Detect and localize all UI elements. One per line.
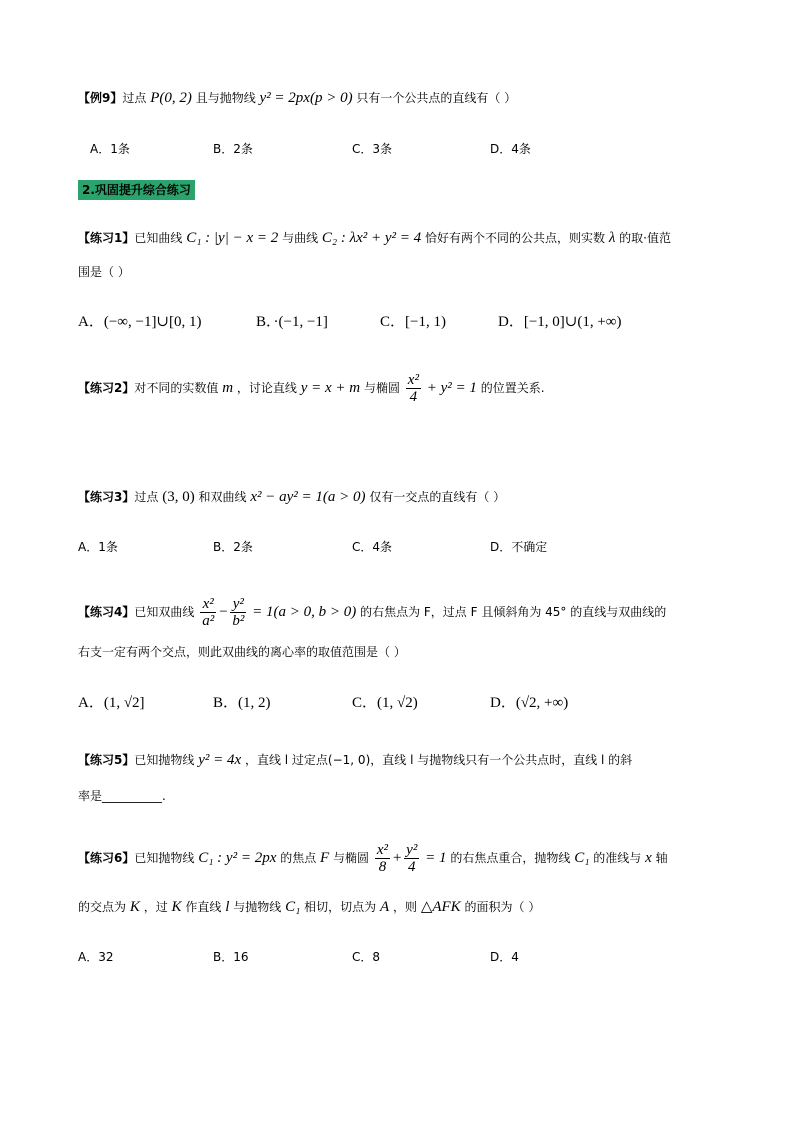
- question-tag: 【例9】: [78, 91, 123, 105]
- practice-3-question: [78, 487, 505, 507]
- text: 仅有一交点的直线有（ ）: [369, 490, 506, 504]
- text: 的右焦点为 F，过点 F 且倾斜角为 45° 的直线与双曲线的: [360, 605, 667, 619]
- numerator: x²: [376, 842, 389, 858]
- math-lambda: λ: [608, 230, 616, 246]
- choice-c: C．(1, √2): [352, 695, 418, 711]
- question-tag: 【练习6】: [78, 851, 135, 865]
- text: 相切，切点为: [304, 900, 377, 914]
- text: 的位置关系.: [480, 381, 545, 395]
- text: 只有一个公共点的直线有（ ）: [356, 91, 517, 105]
- choice-d: D．不确定: [490, 540, 548, 554]
- text: 的焦点: [280, 851, 317, 865]
- text: 已知双曲线: [134, 605, 195, 619]
- denominator: 8: [378, 859, 387, 875]
- choice-b: B．16: [213, 950, 249, 964]
- denominator: b²: [232, 613, 245, 629]
- text: 轴: [655, 851, 668, 865]
- text: 与椭圆: [333, 851, 370, 865]
- operator: +: [392, 850, 403, 866]
- text: 恰好有两个不同的公共点，则实数: [425, 231, 606, 245]
- math-c1: C₁: [574, 850, 590, 866]
- numerator: x²: [407, 372, 419, 388]
- text: ，则: [392, 900, 417, 914]
- math-m: m: [222, 380, 234, 396]
- text: 已知曲线: [134, 231, 183, 245]
- text: 的右焦点重合，抛物线: [450, 851, 571, 865]
- practice-5-question: [78, 750, 632, 770]
- choice-d: D．(√2, +∞): [490, 695, 569, 711]
- text: ，直线 l 过定点(−1, 0)，直线 l 与抛物线只有一个公共点时，直线 l 的斜: [244, 753, 633, 767]
- text: 和双曲线: [198, 490, 247, 504]
- numerator: y²: [406, 842, 418, 858]
- practice-2-question: [78, 372, 545, 405]
- text: 的交点为: [78, 900, 127, 914]
- practice-6-question-cont: [78, 897, 540, 917]
- denominator: a²: [202, 613, 215, 629]
- math-x: x: [645, 850, 652, 866]
- numerator: y²: [230, 596, 246, 613]
- text: 与椭圆: [363, 381, 400, 395]
- fraction: [200, 596, 216, 629]
- math-ellipse: = 1: [425, 850, 447, 866]
- math-parabola: C₁ : y² = 2px: [198, 850, 277, 866]
- choice-c: C．4条: [352, 540, 393, 554]
- practice-6-question: [78, 842, 668, 875]
- practice-4-question-cont: 右支一定有两个交点，则此双曲线的离心率的取值范围是（ ）: [78, 645, 406, 659]
- choice-b: B．2条: [213, 142, 253, 156]
- choice-b: B．·(−1, −1]: [256, 314, 328, 330]
- denominator: 4: [407, 859, 416, 875]
- fraction: [375, 842, 390, 875]
- practice-5-question-cont: 率是__________.: [78, 789, 166, 803]
- text: 对不同的实数值: [134, 381, 219, 395]
- text: 的面积为（ ）: [464, 900, 541, 914]
- question-tag: 【练习2】: [78, 381, 135, 395]
- choice-a: A．(−∞, −1]∪[0, 1): [78, 314, 202, 330]
- fraction: [230, 596, 246, 629]
- question-tag: 【练习4】: [78, 605, 135, 619]
- math-k: K: [171, 899, 182, 915]
- choice-c: C．3条: [352, 142, 393, 156]
- math-c1: C₁: [285, 899, 301, 915]
- math-parabola: y² = 2px(p > 0): [259, 90, 353, 106]
- math-hyperbola: x² − ay² = 1(a > 0): [250, 489, 366, 505]
- math-point: P(0, 2): [150, 90, 192, 106]
- text: 的取·值范: [619, 231, 671, 245]
- text: 与抛物线: [233, 900, 282, 914]
- choice-a: A．32: [78, 950, 114, 964]
- math-k: K: [129, 899, 140, 915]
- math-f: F: [320, 850, 330, 866]
- choice-b: B．2条: [213, 540, 253, 554]
- question-tag: 【练习3】: [78, 490, 135, 504]
- text: 且与抛物线: [195, 91, 256, 105]
- choice-a: A．(1, √2]: [78, 695, 145, 711]
- numerator: x²: [200, 596, 216, 613]
- choice-c: C．8: [352, 950, 381, 964]
- math-ellipse: + y² = 1: [426, 380, 477, 396]
- choice-d: D．4: [490, 950, 519, 964]
- choice-a: A．1条: [90, 142, 130, 156]
- example-9-question: [78, 88, 516, 108]
- question-tag: 【练习1】: [78, 231, 135, 245]
- denominator: 4: [409, 389, 418, 405]
- math-a: A: [379, 899, 390, 915]
- text: ，过: [143, 900, 168, 914]
- text: 已知抛物线: [134, 753, 195, 767]
- operator: −: [218, 604, 229, 620]
- math-hyperbola: = 1(a > 0, b > 0): [252, 604, 357, 620]
- choice-d: D．4条: [490, 142, 531, 156]
- math-parabola: y² = 4x: [198, 752, 242, 768]
- text: 过点: [134, 490, 159, 504]
- choice-a: A．1条: [78, 540, 118, 554]
- choice-c: C．[−1, 1): [380, 314, 446, 330]
- choice-b: B．(1, 2): [213, 695, 271, 711]
- text: ，讨论直线: [236, 381, 297, 395]
- fraction: [404, 842, 419, 875]
- math-line: y = x + m: [300, 380, 361, 396]
- text: 的准线与: [593, 851, 642, 865]
- text: 已知抛物线: [134, 851, 195, 865]
- math-curve-c1: C₁ : |y| − x = 2: [186, 230, 279, 246]
- text: 与曲线: [282, 231, 319, 245]
- math-l: l: [225, 899, 230, 915]
- section-title: 2.巩固提升综合练习: [78, 180, 195, 200]
- text: 作直线: [185, 900, 222, 914]
- math-triangle: △AFK: [420, 899, 461, 915]
- practice-1-question: [78, 228, 671, 248]
- practice-1-question-cont: 围是（ ）: [78, 265, 130, 279]
- practice-4-question: [78, 596, 666, 629]
- fraction: [406, 372, 421, 405]
- math-curve-c2: C₂ : λx² + y² = 4: [321, 230, 422, 246]
- math-point: (3, 0): [162, 489, 195, 505]
- text: 过点: [122, 91, 147, 105]
- question-tag: 【练习5】: [78, 753, 135, 767]
- choice-d: D．[−1, 0]∪(1, +∞): [498, 314, 622, 330]
